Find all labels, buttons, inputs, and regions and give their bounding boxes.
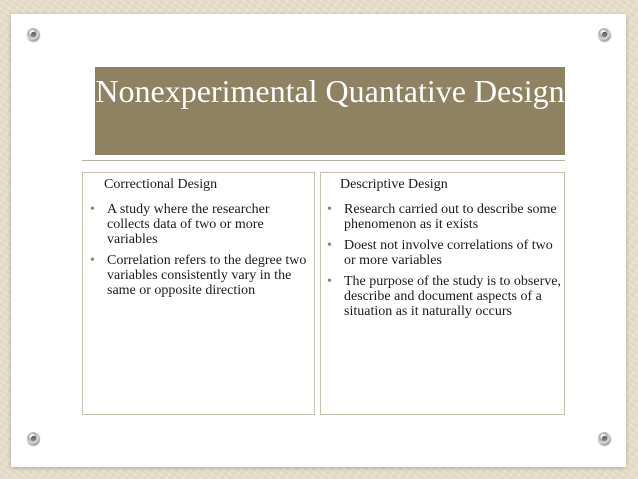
slide-title: Nonexperimental Quantative Design: [95, 73, 565, 109]
list-item: [88, 253, 310, 298]
pushpin-icon: [27, 28, 40, 41]
bullet-icon: •: [327, 274, 332, 289]
list-item: [88, 202, 310, 247]
bullet-icon: •: [327, 238, 332, 253]
pushpin-icon: [598, 28, 611, 41]
bullet-icon: •: [327, 202, 332, 217]
left-column-header: Correctional Design: [104, 177, 218, 192]
bullet-text: A study where the researcher collects data of two or more variables: [107, 202, 270, 247]
right-column-header: Descriptive Design: [340, 177, 448, 192]
pushpin-icon: [27, 432, 40, 445]
list-item: [325, 202, 561, 232]
right-bullet-list: [325, 202, 561, 325]
list-item: [325, 274, 561, 319]
bullet-icon: •: [90, 253, 95, 268]
bullet-text: Research carried out to describe some phenomenon as it exists: [344, 202, 557, 232]
bullet-icon: •: [90, 202, 95, 217]
title-divider: [82, 160, 565, 161]
left-bullet-list: [88, 202, 310, 304]
list-item: [325, 238, 561, 268]
bullet-text: Doest not involve correlations of two or more variables: [344, 238, 553, 268]
bullet-text: The purpose of the study is to observe, describe and document aspects of a situation as it naturally occurs: [344, 274, 561, 319]
pushpin-icon: [598, 432, 611, 445]
bullet-text: Correlation refers to the degree two variables consistently vary in the same or opposite direction: [107, 253, 307, 298]
